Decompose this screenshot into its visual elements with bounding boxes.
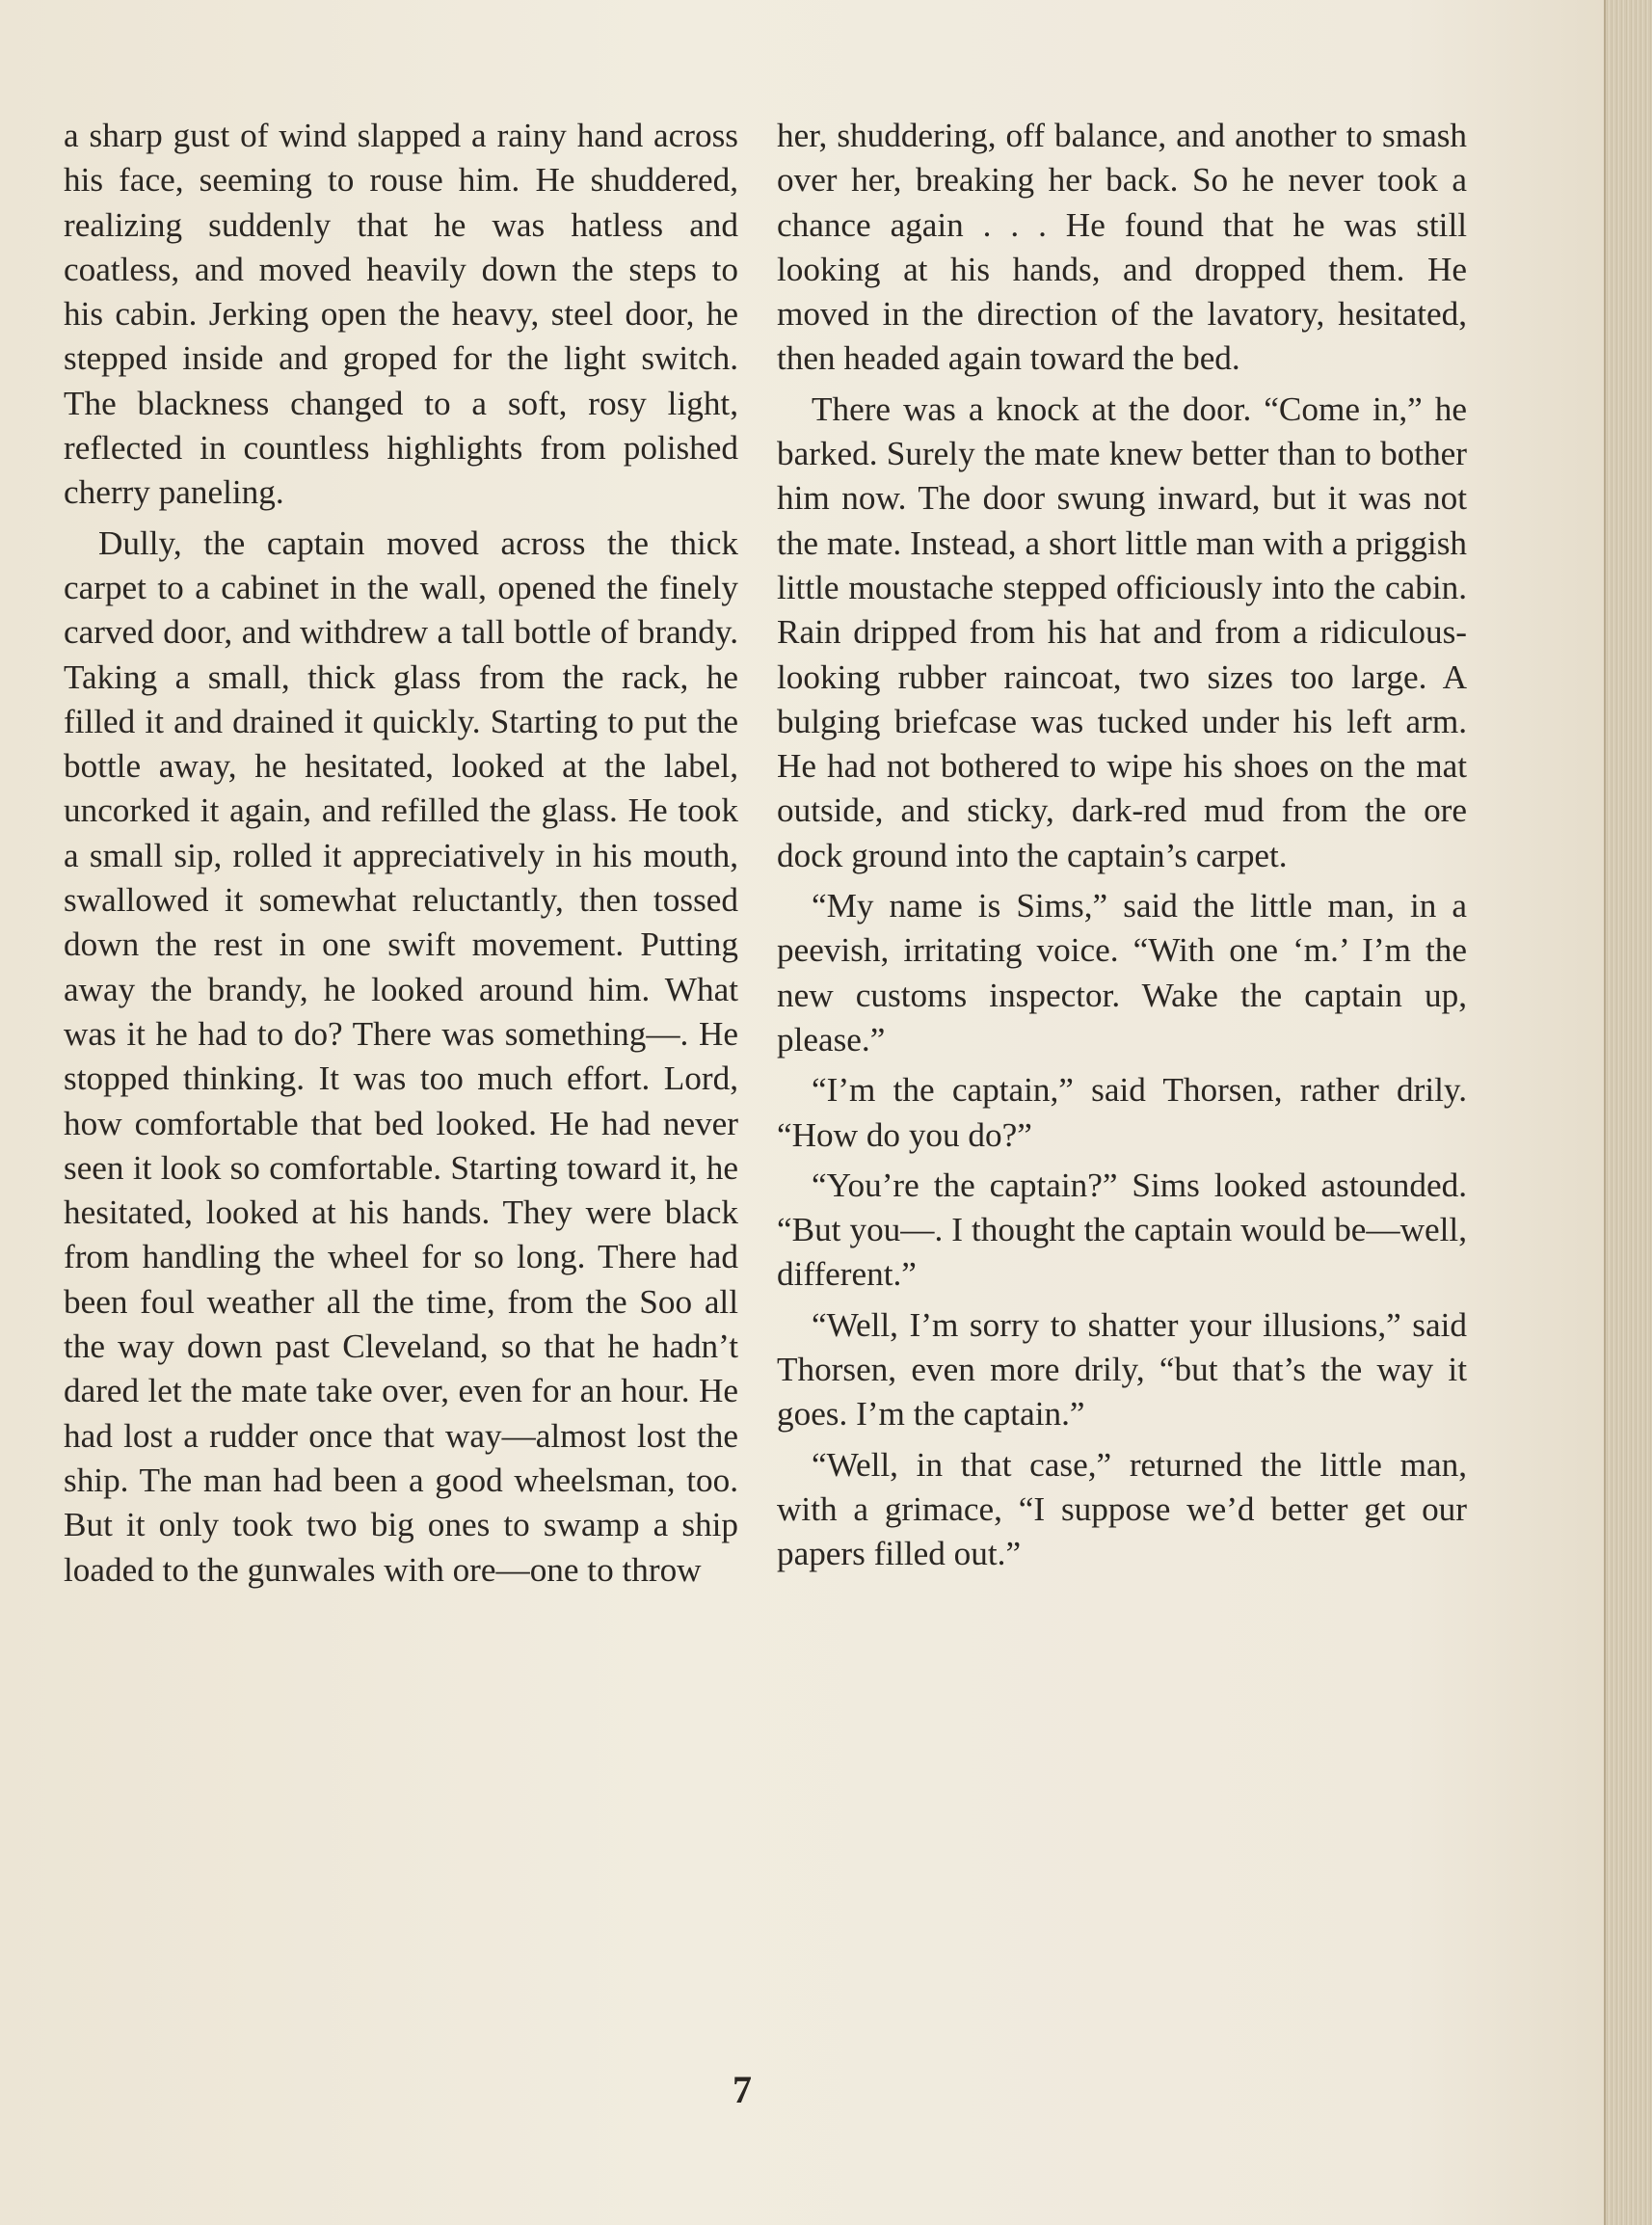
paragraph: Dully, the captain moved across the thick carpet to a cabinet in the wall, opened the finely carved door, and withdrew a tall bottle of brandy. Taking a small, thick glass from the rack, he filled it and drained it quickly. Starting to put the bottle away, he hesitated, looked at the label, uncorked it again, and refilled the glass. He took a small sip, rolled it appreciatively in his mouth, swallowed it somewhat reluctantly, then tossed down the rest in one swift movement. Putting away the brandy, he looked around him. What was it he had to do? There was something—. He stopped thinking. It was too much effort. Lord, how comfortable that bed looked. He had never seen it look so comfortable. Starting toward it, he hesitated, looked at his hands. They were black from handling the wheel for so long. There had been foul weather all the time, from the Soo all the way down past Cleveland, so that he hadn’t dared let the mate take over, even for an hour. He had lost a rudder once that way—almost lost the ship. The man had been a good wheelsman, too. But it only took two big ones to swamp a ship loaded to the gunwales with ore—one to throw (64, 523, 738, 1589)
paragraph: There was a knock at the door. “Come in,” he barked. Surely the mate knew better than to bother him now. The door swung inward, but it was not the mate. Instead, a short little man with a priggish little moustache stepped officiously into the cabin. Rain dripped from his hat and from a ridiculous-looking rubber raincoat, two sizes too large. A bulging briefcase was tucked under his left arm. He had not bothered to wipe his shoes on the mat outside, and sticky, dark-red mud from the ore dock ground into the captain’s carpet. (777, 389, 1467, 874)
paragraph: “My name is Sims,” said the little man, in a peevish, irritating voice. “With one ‘m.’ I’m the new customs inspector. Wake the captain up, please.” (777, 887, 1467, 1059)
left-column (64, 114, 738, 1593)
paragraph: “Well, in that case,” returned the little man, with a grimace, “I suppose we’d better get our papers filled out.” (777, 1445, 1467, 1573)
paragraph: “I’m the captain,” said Thorsen, rather drily. “How do you do?” (777, 1071, 1467, 1154)
page-number: 7 (733, 2068, 752, 2111)
right-column (777, 114, 1467, 1577)
paragraph: “You’re the captain?” Sims looked astounded. “But you—. I thought the captain would be—well, different.” (777, 1166, 1467, 1294)
paragraph: “Well, I’m sorry to shatter your illusions,” said Thorsen, even more drily, “but that’s the way it goes. I’m the captain.” (777, 1305, 1467, 1434)
paragraph: a sharp gust of wind slapped a rainy hand across his face, seeming to rouse him. He shuddered, realizing suddenly that he was hatless and coatless, and moved heavily down the steps to his cabin. Jerking open the heavy, steel door, he stepped inside and groped for the light switch. The blackness changed to a soft, rosy light, reflected in countless highlights from polished cherry paneling. (64, 117, 738, 512)
paragraph: her, shuddering, off balance, and another to smash over her, breaking her back. So he never took a chance again . . . He found that he was still looking at his hands, and dropped them. He moved in the direction of the lavatory, hesitated, then headed again toward the bed. (777, 117, 1467, 378)
page-edge (1604, 0, 1652, 2225)
